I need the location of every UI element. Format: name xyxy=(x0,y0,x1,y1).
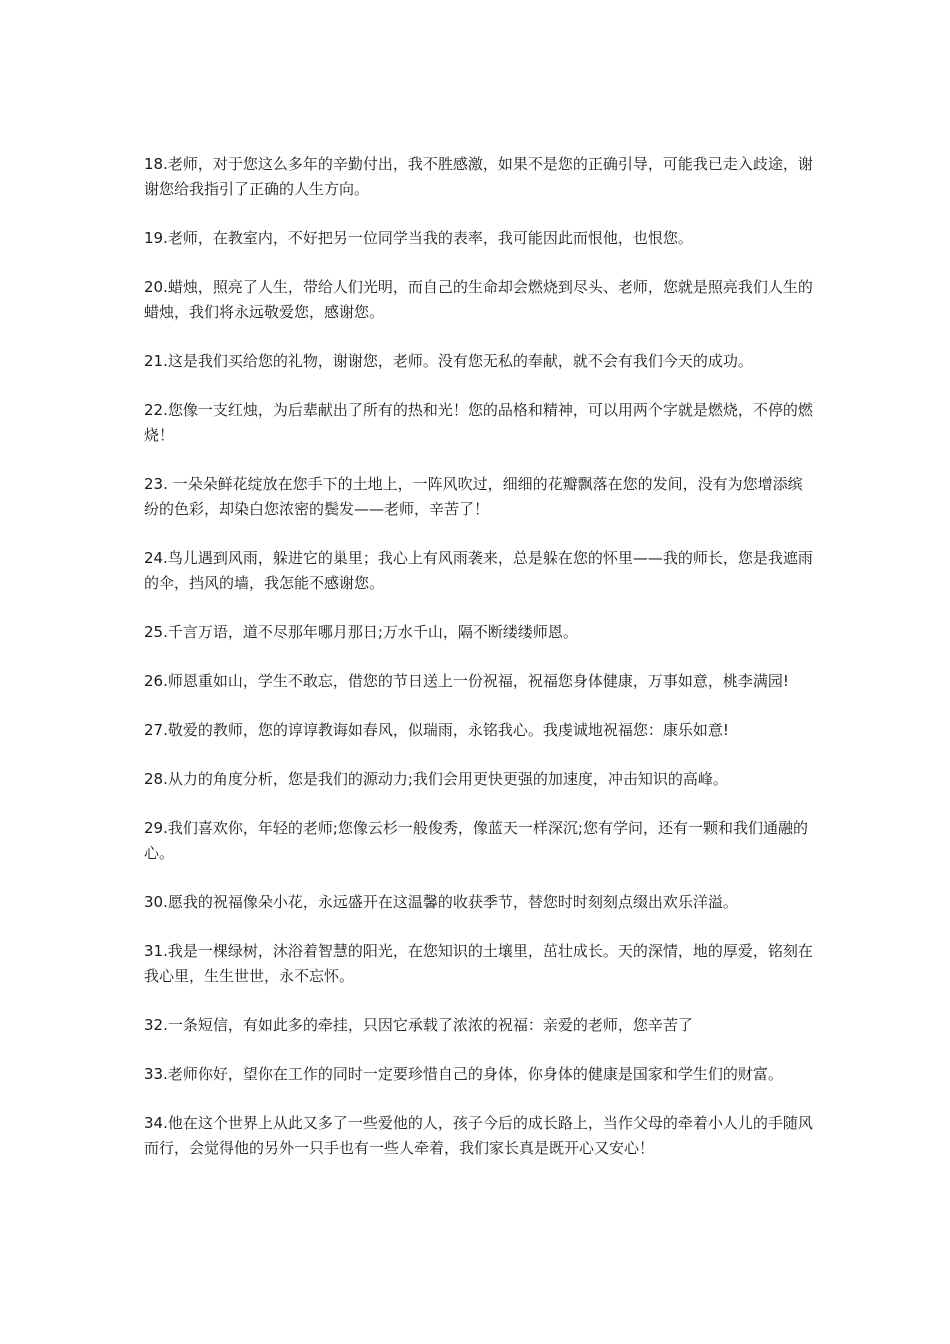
paragraph-26: 26.师恩重如山，学生不敢忘，借您的节日送上一份祝福，祝福您身体健康，万事如意，桃李满园! xyxy=(144,672,789,690)
paragraph-24: 24.鸟儿遇到风雨，躲进它的巢里；我心上有风雨袭来，总是躲在您的怀里——我的师长，您是我遮雨的伞，挡风的墙，我怎能不感谢您。 xyxy=(144,549,813,592)
paragraph-20: 20.蜡烛，照亮了人生，带给人们光明，而自己的生命却会燃烧到尽头、老师，您就是照亮我们人生的蜡烛，我们将永远敬爱您，感谢您。 xyxy=(144,278,813,321)
document-body xyxy=(144,152,816,1185)
paragraph-33: 33.老师你好，望你在工作的同时一定要珍惜自己的身体，你身体的健康是国家和学生们的财富。 xyxy=(144,1065,783,1083)
paragraph-22: 22.您像一支红烛，为后辈献出了所有的热和光！您的品格和精神，可以用两个字就是燃烧，不停的燃烧！ xyxy=(144,401,813,444)
paragraph-18: 18.老师，对于您这么多年的辛勤付出，我不胜感激，如果不是您的正确引导，可能我已走入歧途，谢谢您给我指引了正确的人生方向。 xyxy=(144,155,813,198)
paragraph-32: 32.一条短信，有如此多的牵挂，只因它承载了浓浓的祝福：亲爱的老师，您辛苦了 xyxy=(144,1016,693,1034)
paragraph-31: 31.我是一棵绿树，沐浴着智慧的阳光，在您知识的土壤里，茁壮成长。天的深情，地的厚爱，铭刻在我心里，生生世世，永不忘怀。 xyxy=(144,942,813,985)
paragraph-30: 30.愿我的祝福像朵小花，永远盛开在这温馨的收获季节，替您时时刻刻点缀出欢乐洋溢。 xyxy=(144,893,738,911)
paragraph-19: 19.老师，在教室内，不好把另一位同学当我的表率，我可能因此而恨他，也恨您。 xyxy=(144,229,693,247)
paragraph-23: 23. 一朵朵鲜花绽放在您手下的土地上，一阵风吹过，细细的花瓣飘落在您的发间，没有为您增添缤纷的色彩，却染白您浓密的鬓发——老师，辛苦了！ xyxy=(144,475,803,518)
paragraph-29: 29.我们喜欢你，年轻的老师;您像云杉一般俊秀，像蓝天一样深沉;您有学问，还有一颗和我们通融的心。 xyxy=(144,819,808,862)
paragraph-34: 34.他在这个世界上从此又多了一些爱他的人，孩子今后的成长路上，当作父母的牵着小人儿的手随风而行，会觉得他的另外一只手也有一些人牵着，我们家长真是既开心又安心！ xyxy=(144,1114,813,1157)
paragraph-25: 25.千言万语，道不尽那年哪月那日;万水千山，隔不断缕缕师恩。 xyxy=(144,623,578,641)
paragraph-28: 28.从力的角度分析，您是我们的源动力;我们会用更快更强的加速度，冲击知识的高峰。 xyxy=(144,770,728,788)
paragraph-21: 21.这是我们买给您的礼物，谢谢您，老师。没有您无私的奉献，就不会有我们今天的成功。 xyxy=(144,352,753,370)
paragraph-27: 27.敬爱的教师，您的谆谆教诲如春风，似瑞雨，永铭我心。我虔诚地祝福您：康乐如意! xyxy=(144,721,729,739)
